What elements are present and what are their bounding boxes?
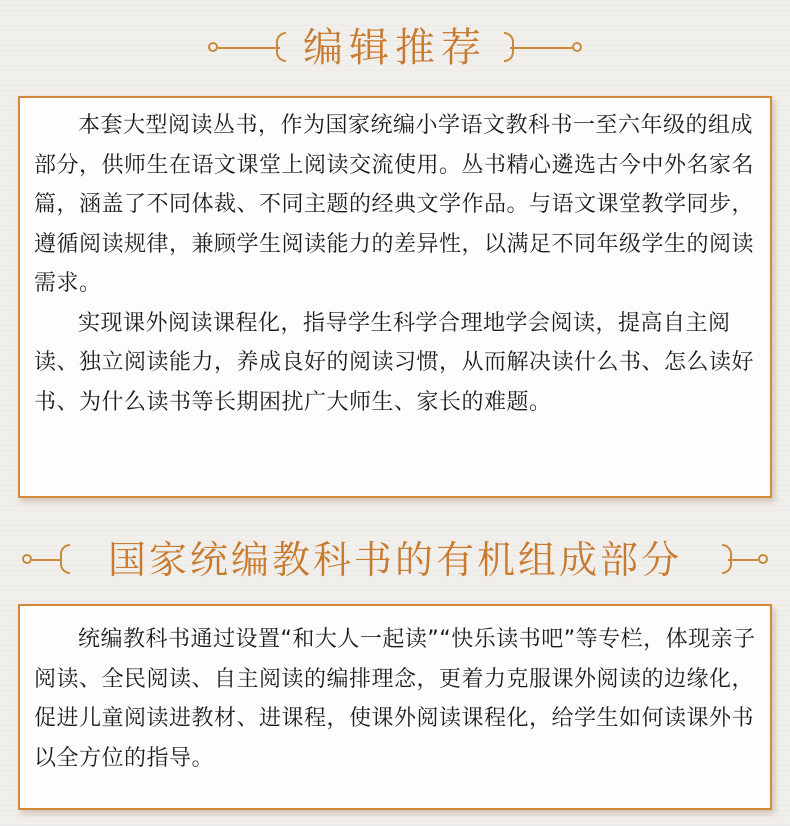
ornament-dot-right <box>758 554 768 564</box>
section1-title: 编辑推荐 <box>303 25 487 71</box>
section1-header <box>0 18 790 78</box>
section2-paragraph-1: 统编教科书通过设置“和大人一起读”“快乐读书吧”等专栏，体现亲子阅读、全民阅读、自主阅读的编排理念，更着力克服课外阅读的边缘化，促进儿童阅读进教材、进课程，使课外阅读课程化，给学生如何读课外书以全方位的指导。 <box>34 627 756 771</box>
section2-header <box>0 530 790 590</box>
section1-box <box>18 96 772 498</box>
section2-box <box>18 604 772 810</box>
section2-title: 国家统编教科书的有机组成部分 <box>107 538 682 582</box>
section1-paragraph-2: 实现课外阅读课程化，指导学生科学合理地学会阅读，提高自主阅读、独立阅读能力，养成良好的阅读习惯，从而解决读什么书、怎么读好书、为什么读书等长期困扰广大师生、家长的难题。 <box>34 310 755 415</box>
ornament-dot-right <box>572 42 582 52</box>
ornament-line-right <box>510 47 572 49</box>
ornament-line-right <box>728 559 758 561</box>
section1-paragraph-1: 本套大型阅读丛书，作为国家统编小学语文教科书一至六年级的组成部分，供师生在语文课堂上阅读交流使用。丛书精心遴选古今中外名家名篇，涵盖了不同体裁、不同主题的经典文学作品。与语文课堂教学同步，遵循阅读规律，兼顾学生阅读能力的差异性，以满足不同年级学生的阅读需求。 <box>34 113 755 296</box>
